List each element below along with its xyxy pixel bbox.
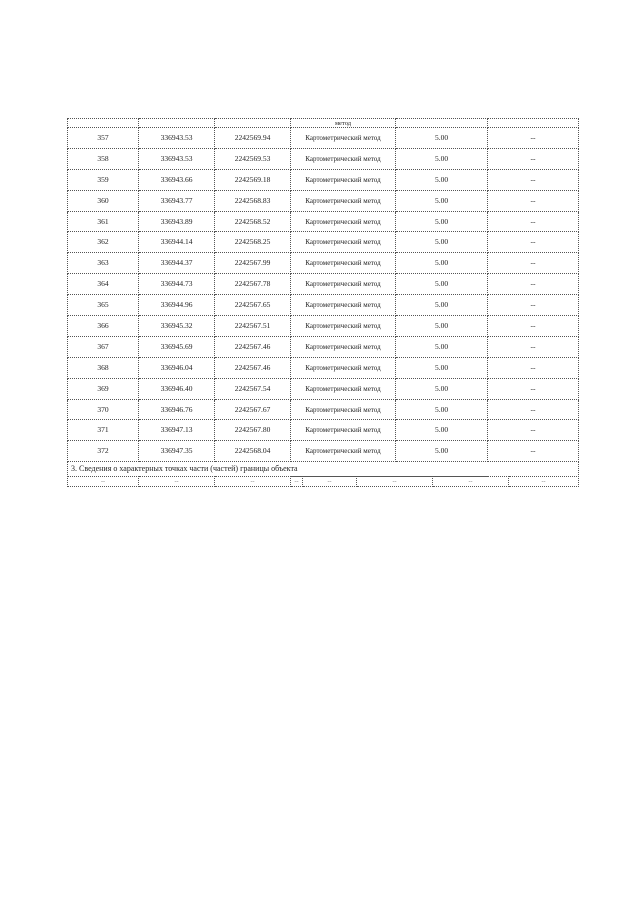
table-row — [68, 357, 579, 378]
method: Картометрический метод — [291, 169, 396, 190]
method: Картометрический метод — [291, 148, 396, 169]
section-3-header-row — [68, 477, 579, 487]
point-description: -- — [488, 420, 579, 441]
coord-x: 336944.37 — [139, 253, 215, 274]
method: Картометрический метод — [291, 316, 396, 337]
coord-y: 2242568.52 — [215, 211, 291, 232]
precision: 5.00 — [396, 253, 488, 274]
method: Картометрический метод — [291, 357, 396, 378]
coord-y: 2242567.46 — [215, 336, 291, 357]
coord-y: 2242567.54 — [215, 378, 291, 399]
method: Картометрический метод — [291, 190, 396, 211]
method: Картометрический метод — [291, 336, 396, 357]
precision: 5.00 — [396, 420, 488, 441]
coord-x: 336945.32 — [139, 316, 215, 337]
point-description: -- — [488, 399, 579, 420]
method: Картометрический метод — [291, 128, 396, 149]
tail-cell: -- — [303, 477, 357, 487]
coord-x: 336946.40 — [139, 378, 215, 399]
table-row — [68, 420, 579, 441]
point-number: 368 — [68, 357, 139, 378]
point-number: 360 — [68, 190, 139, 211]
tail-cell: -- — [215, 477, 291, 487]
precision: 5.00 — [396, 295, 488, 316]
coordinates-sheet — [67, 118, 578, 487]
point-description: -- — [488, 378, 579, 399]
coord-y: 2242569.18 — [215, 169, 291, 190]
cell-empty — [396, 119, 488, 128]
tail-cell: -- — [357, 477, 433, 487]
method: Картометрический метод — [291, 274, 396, 295]
coord-x: 336943.53 — [139, 128, 215, 149]
tail-cell: -- — [139, 477, 215, 487]
section-3-row — [68, 462, 579, 477]
coord-x: 336945.69 — [139, 336, 215, 357]
point-description: -- — [488, 274, 579, 295]
precision: 5.00 — [396, 399, 488, 420]
coord-y: 2242567.46 — [215, 357, 291, 378]
table-row — [68, 253, 579, 274]
table-row — [68, 399, 579, 420]
coord-y: 2242568.25 — [215, 232, 291, 253]
point-description: -- — [488, 316, 579, 337]
section-3-title: 3. Сведения о характерных точках части (частей) границы объекта — [68, 462, 579, 477]
point-description: -- — [488, 336, 579, 357]
coord-y: 2242568.83 — [215, 190, 291, 211]
coord-x: 336946.04 — [139, 357, 215, 378]
cell-empty — [488, 119, 579, 128]
coord-x: 336947.13 — [139, 420, 215, 441]
table-row — [68, 232, 579, 253]
method: Картометрический метод — [291, 420, 396, 441]
precision: 5.00 — [396, 357, 488, 378]
precision: 5.00 — [396, 274, 488, 295]
precision: 5.00 — [396, 211, 488, 232]
section-3-table — [67, 476, 579, 487]
coord-x: 336944.14 — [139, 232, 215, 253]
coord-y: 2242568.04 — [215, 441, 291, 462]
point-number: 370 — [68, 399, 139, 420]
tail-cell: -- — [433, 477, 509, 487]
precision: 5.00 — [396, 378, 488, 399]
coord-y: 2242569.94 — [215, 128, 291, 149]
point-number: 369 — [68, 378, 139, 399]
precision: 5.00 — [396, 316, 488, 337]
point-description: -- — [488, 232, 579, 253]
table-row — [68, 441, 579, 462]
method: Картометрический метод — [291, 253, 396, 274]
coord-x: 336946.76 — [139, 399, 215, 420]
point-description: -- — [488, 190, 579, 211]
table-row — [68, 295, 579, 316]
cell-empty — [139, 119, 215, 128]
coordinates-table — [67, 118, 579, 477]
point-number: 361 — [68, 211, 139, 232]
coord-y: 2242567.78 — [215, 274, 291, 295]
point-number: 363 — [68, 253, 139, 274]
point-number: 367 — [68, 336, 139, 357]
table-row — [68, 128, 579, 149]
point-description: -- — [488, 441, 579, 462]
point-number: 358 — [68, 148, 139, 169]
tail-cell: -- — [68, 477, 139, 487]
point-description: -- — [488, 295, 579, 316]
coord-x: 336943.66 — [139, 169, 215, 190]
table-row — [68, 148, 579, 169]
coord-y: 2242567.80 — [215, 420, 291, 441]
point-number: 372 — [68, 441, 139, 462]
method: Картометрический метод — [291, 399, 396, 420]
precision: 5.00 — [396, 190, 488, 211]
table-row — [68, 336, 579, 357]
point-number: 357 — [68, 128, 139, 149]
precision: 5.00 — [396, 169, 488, 190]
coord-x: 336943.77 — [139, 190, 215, 211]
table-row — [68, 316, 579, 337]
table-row — [68, 169, 579, 190]
point-number: 364 — [68, 274, 139, 295]
coord-x: 336943.53 — [139, 148, 215, 169]
coord-x: 336944.73 — [139, 274, 215, 295]
precision: 5.00 — [396, 232, 488, 253]
coord-y: 2242567.65 — [215, 295, 291, 316]
method: Картометрический метод — [291, 232, 396, 253]
coord-x: 336944.96 — [139, 295, 215, 316]
coord-y: 2242567.67 — [215, 399, 291, 420]
table-row — [68, 274, 579, 295]
method: Картометрический метод — [291, 295, 396, 316]
point-description: -- — [488, 211, 579, 232]
cell-empty — [215, 119, 291, 128]
method-fragment: метод — [291, 119, 396, 128]
point-number: 365 — [68, 295, 139, 316]
coord-x: 336943.89 — [139, 211, 215, 232]
method: Картометрический метод — [291, 441, 396, 462]
point-description: -- — [488, 128, 579, 149]
coord-y: 2242567.51 — [215, 316, 291, 337]
point-description: -- — [488, 169, 579, 190]
continuation-row — [68, 119, 579, 128]
point-description: -- — [488, 253, 579, 274]
precision: 5.00 — [396, 336, 488, 357]
precision: 5.00 — [396, 128, 488, 149]
point-description: -- — [488, 357, 579, 378]
precision: 5.00 — [396, 148, 488, 169]
point-number: 359 — [68, 169, 139, 190]
point-number: 371 — [68, 420, 139, 441]
tail-cell: -- — [509, 477, 579, 487]
point-number: 362 — [68, 232, 139, 253]
table-row — [68, 190, 579, 211]
tail-cell: -- — [291, 477, 303, 487]
coord-y: 2242569.53 — [215, 148, 291, 169]
table-row — [68, 211, 579, 232]
coord-y: 2242567.99 — [215, 253, 291, 274]
coord-x: 336947.35 — [139, 441, 215, 462]
method: Картометрический метод — [291, 211, 396, 232]
table-row — [68, 378, 579, 399]
method: Картометрический метод — [291, 378, 396, 399]
point-description: -- — [488, 148, 579, 169]
point-number: 366 — [68, 316, 139, 337]
cell-empty — [68, 119, 139, 128]
precision: 5.00 — [396, 441, 488, 462]
